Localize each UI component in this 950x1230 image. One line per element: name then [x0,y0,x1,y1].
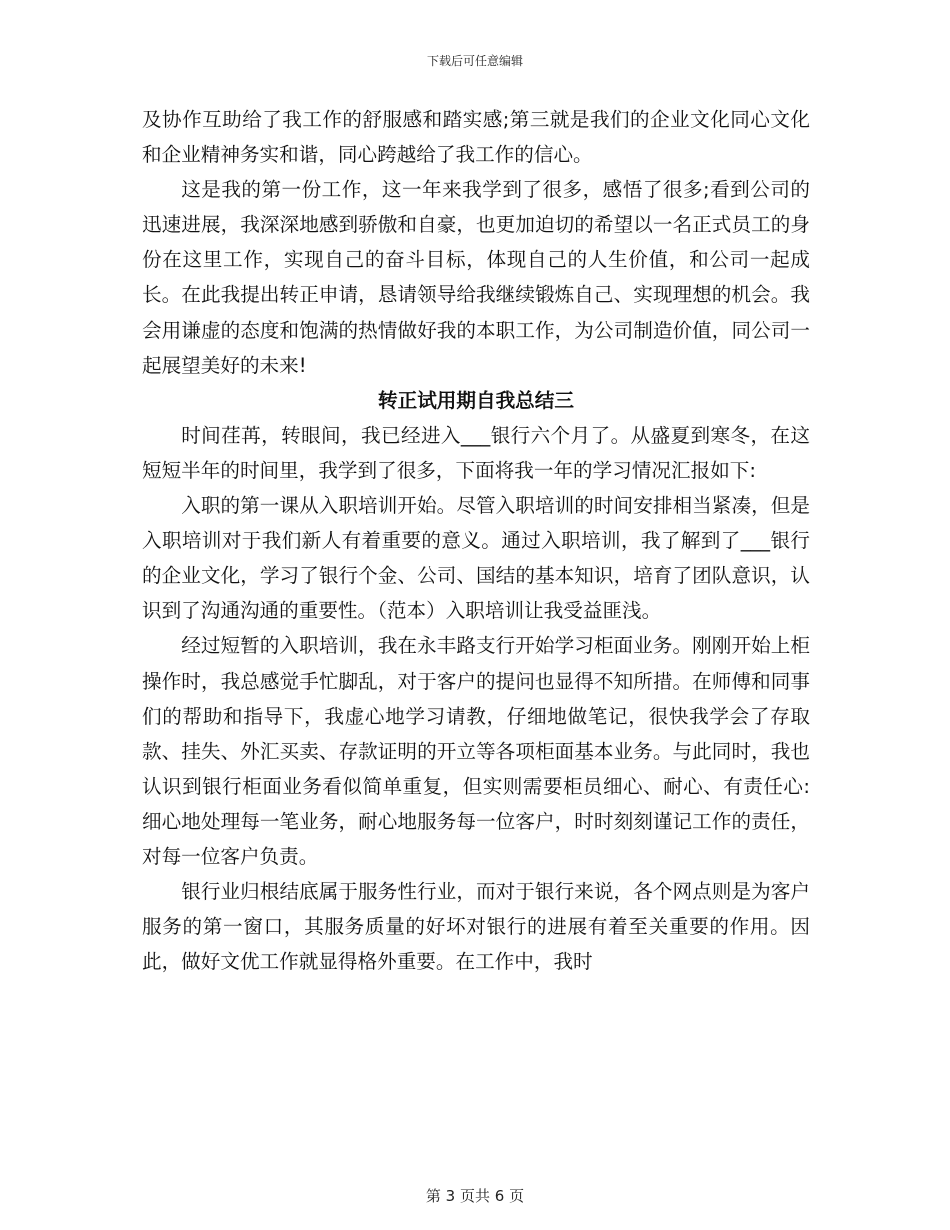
paragraph: 入职的第一课从入职培训开始。尽管入职培训的时间安排相当紧凑，但是入职培训对于我们新人有着重要的意义。通过入职培训，我了解到了___银行的企业文化，学习了银行个金、公司、国结的基本知识，培育了团队意识，认识到了沟通沟通的重要性。（范本）入职培训让我受益匪浅。 [142,494,810,623]
paragraph: 银行业归根结底属于服务性行业，而对于银行来说，各个网点则是为客户服务的第一窗口，其服务质量的好坏对银行的进展有着至关重要的作用。因此，做好文优工作就显得格外重要。在工作中，我时 [142,880,810,974]
paragraph: 时间荏苒，转眼间，我已经进入___银行六个月了。从盛夏到寒冬，在这短短半年的时间里，我学到了很多，下面将我一年的学习情况汇报如下: [142,423,810,482]
paragraph: 这是我的第一份工作，这一年来我学到了很多，感悟了很多;看到公司的迅速进展，我深深地感到骄傲和自豪，也更加迫切的希望以一名正式员工的身份在这里工作，实现自己的奋斗目标，体现自己的人生价值，和公司一起成长。在此我提出转正申请，恳请领导给我继续锻炼自己、实现理想的机会。我会用谦虚的态度和饱满的热情做好我的本职工作，为公司制造价值，同公司一起展望美好的未来! [142,178,810,377]
paragraph: 及协作互助给了我工作的舒服感和踏实感;第三就是我们的企业文化同心文化和企业精神务实和谐，同心跨越给了我工作的信心。 [142,108,810,167]
section-title: 转正试用期自我总结三 [378,388,574,412]
paragraph: 经过短暂的入职培训，我在永丰路支行开始学习柜面业务。刚刚开始上柜操作时，我总感觉手忙脚乱，对于客户的提问也显得不知所措。在师傅和同事们的帮助和指导下，我虚心地学习请教，仔细地做笔记，很快我学会了存取款、挂失、外汇买卖、存款证明的开立等各项柜面基本业务。与此同时，我也认识到银行柜面业务看似简单重复，但实则需要柜员细心、耐心、有责任心:细心地处理每一笔业务，耐心地服务每一位客户，时时刻刻谨记工作的责任，对每一位客户负责。 [142,634,810,868]
page-footer: 第 3 页共 6 页 [425,1187,525,1205]
page-header: 下载后可任意编辑 [426,54,523,68]
document-body [142,102,810,979]
